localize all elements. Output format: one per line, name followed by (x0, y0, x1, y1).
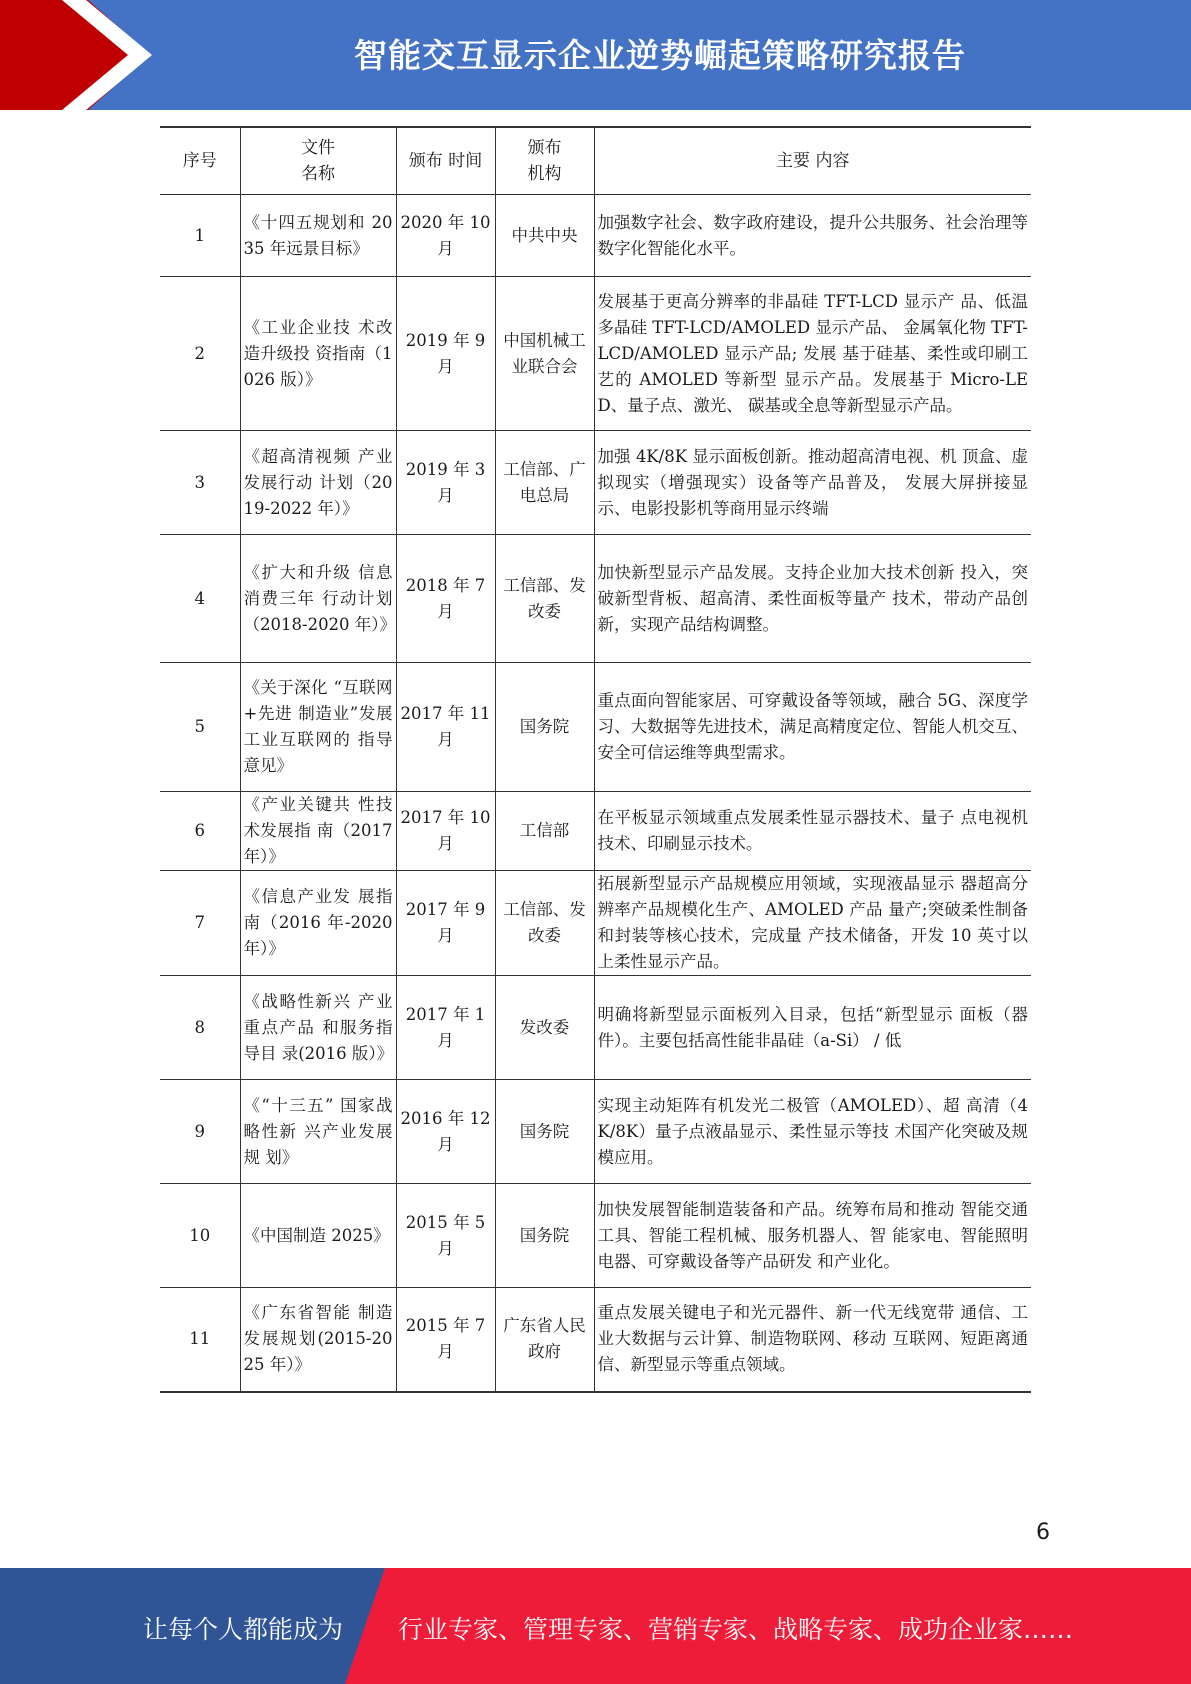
row-num: 10 (160, 1184, 240, 1288)
table-row (160, 1080, 1031, 1184)
header-num: 序号 (160, 127, 240, 195)
page-number: 6 (1036, 1520, 1050, 1545)
row-date: 2016 年 12 月 (396, 1080, 495, 1184)
row-content: 加快发展智能制造装备和产品。统筹布局和推动 智能交通工具、智能工程机械、服务机器人、智 能家电、智能照明电器、可穿戴设备等产品研发 和产业化。 (594, 1184, 1031, 1288)
row-date: 2019 年 9 月 (396, 277, 495, 431)
row-name: 《工业企业技 术改造升级投 资指南（1026 版）》 (240, 277, 396, 431)
header-org-line2: 机构 (527, 164, 562, 184)
row-org: 国务院 (495, 1080, 594, 1184)
row-name: 《扩大和升级 信息消费三年 行动计划（2018-2020 年）》 (240, 535, 396, 663)
row-org: 中国机械工业联合会 (495, 277, 594, 431)
table-row (160, 1288, 1031, 1392)
row-name: 《广东省智能 制造发展规划(2015-2025 年）》 (240, 1288, 396, 1392)
row-content: 明确将新型显示面板列入目录，包括“新型显示 面板（器件）。主要包括高性能非晶硅（a-Si） / 低 (594, 976, 1031, 1080)
row-name: 《中国制造 2025》 (240, 1184, 396, 1288)
footer-slogan-left: 让每个人都能成为 (143, 1615, 344, 1644)
header-name (240, 127, 396, 195)
policy-table (160, 126, 1031, 1393)
header-name-line2: 名称 (301, 164, 335, 184)
row-date: 2019 年 3 月 (396, 431, 495, 535)
table-row (160, 277, 1031, 431)
footer-banner (0, 1568, 1191, 1684)
row-name: 《信息产业发 展指南（2016 年-2020 年）》 (240, 871, 396, 976)
header-content: 主要 内容 (594, 127, 1031, 195)
row-date: 2017 年 1 月 (396, 976, 495, 1080)
row-date: 2020 年 10 月 (396, 195, 495, 277)
row-content: 加快新型显示产品发展。支持企业加大技术创新 投入，突破新型背板、超高清、柔性面板等量产 技术，带动产品创新，实现产品结构调整。 (594, 535, 1031, 663)
row-date: 2018 年 7 月 (396, 535, 495, 663)
row-num: 6 (160, 792, 240, 871)
row-name: 《“十三五” 国家战略性新 兴产业发展规 划》 (240, 1080, 396, 1184)
row-num: 3 (160, 431, 240, 535)
row-org: 工信部 (495, 792, 594, 871)
row-name: 《超高清视频 产业发展行动 计划（2019-2022 年）》 (240, 431, 396, 535)
table-row (160, 195, 1031, 277)
header-date: 颁布 时间 (396, 127, 495, 195)
row-num: 5 (160, 663, 240, 792)
row-content: 在平板显示领域重点发展柔性显示器技术、量子 点电视机技术、印刷显示技术。 (594, 792, 1031, 871)
report-title: 智能交互显示企业逆势崛起策略研究报告 (354, 36, 966, 75)
table-row (160, 976, 1031, 1080)
table-row (160, 871, 1031, 976)
row-content: 加强 4K/8K 显示面板创新。推动超高清电视、机 顶盒、虚拟现实（增强现实）设备等产品普及， 发展大屏拼接显示、电影投影机等商用显示终端 (594, 431, 1031, 535)
table-row (160, 431, 1031, 535)
table-row (160, 792, 1031, 871)
row-org: 国务院 (495, 663, 594, 792)
row-content: 拓展新型显示产品规模应用领域，实现液晶显示 器超高分辨率产品规模化生产、AMOLED 产品 量产;突破柔性制备和封装等核心技术，完成量 产技术储备，开发 10 英寸以上柔性显示产品。 (594, 871, 1031, 976)
row-num: 8 (160, 976, 240, 1080)
header-name-line1: 文件 (301, 138, 335, 158)
row-content: 重点发展关键电子和光元器件、新一代无线宽带 通信、工业大数据与云计算、制造物联网、移动 互联网、短距离通信、新型显示等重点领域。 (594, 1288, 1031, 1392)
row-name: 《关于深化 “互联网+先进 制造业”发展 工业互联网的 指导意见》 (240, 663, 396, 792)
row-content: 实现主动矩阵有机发光二极管（AMOLED）、超 高清（4K/8K）量子点液晶显示、柔性显示等技 术国产化突破及规模应用。 (594, 1080, 1031, 1184)
row-name: 《战略性新兴 产业重点产品 和服务指导目 录(2016 版）》 (240, 976, 396, 1080)
row-org: 广东省人民政府 (495, 1288, 594, 1392)
header-org (495, 127, 594, 195)
table-header-row (160, 127, 1031, 195)
table-row (160, 535, 1031, 663)
table-row (160, 663, 1031, 792)
row-org: 中共中央 (495, 195, 594, 277)
report-header-banner (0, 0, 1191, 110)
row-org: 发改委 (495, 976, 594, 1080)
row-org: 工信部、发改委 (495, 535, 594, 663)
row-date: 2017 年 11 月 (396, 663, 495, 792)
row-num: 2 (160, 277, 240, 431)
row-name: 《产业关键共 性技术发展指 南（2017 年）》 (240, 792, 396, 871)
row-num: 1 (160, 195, 240, 277)
footer-slogan-right: 行业专家、管理专家、营销专家、战略专家、成功企业家…… (398, 1615, 1074, 1644)
row-date: 2015 年 5 月 (396, 1184, 495, 1288)
row-content: 加强数字社会、数字政府建设，提升公共服务、社会治理等数字化智能化水平。 (594, 195, 1031, 277)
row-org: 国务院 (495, 1184, 594, 1288)
row-name: 《十四五规划和 2035 年远景目标》 (240, 195, 396, 277)
row-num: 11 (160, 1288, 240, 1392)
row-date: 2015 年 7 月 (396, 1288, 495, 1392)
row-content: 发展基于更高分辨率的非晶硅 TFT-LCD 显示产 品、低温多晶硅 TFT-LCD/AMOLED 显示产品、 金属氧化物 TFT-LCD/AMOLED 显示产品; 发展 基于硅基、柔性或印刷工艺的 AMOLED 等新型 显示产品。发展基于 Micro-LED、量子点、激光、 碳基或全息等新型显示产品。 (594, 277, 1031, 431)
header-org-line1: 颁布 (527, 138, 562, 158)
row-num: 9 (160, 1080, 240, 1184)
row-org: 工信部、广电总局 (495, 431, 594, 535)
row-org: 工信部、发改委 (495, 871, 594, 976)
row-num: 4 (160, 535, 240, 663)
table-row (160, 1184, 1031, 1288)
row-content: 重点面向智能家居、可穿戴设备等领域，融合 5G、深度学习、大数据等先进技术，满足高精度定位、智能人机交互、安全可信运维等典型需求。 (594, 663, 1031, 792)
row-date: 2017 年 9 月 (396, 871, 495, 976)
row-num: 7 (160, 871, 240, 976)
row-date: 2017 年 10 月 (396, 792, 495, 871)
header-red-block (0, 0, 150, 110)
